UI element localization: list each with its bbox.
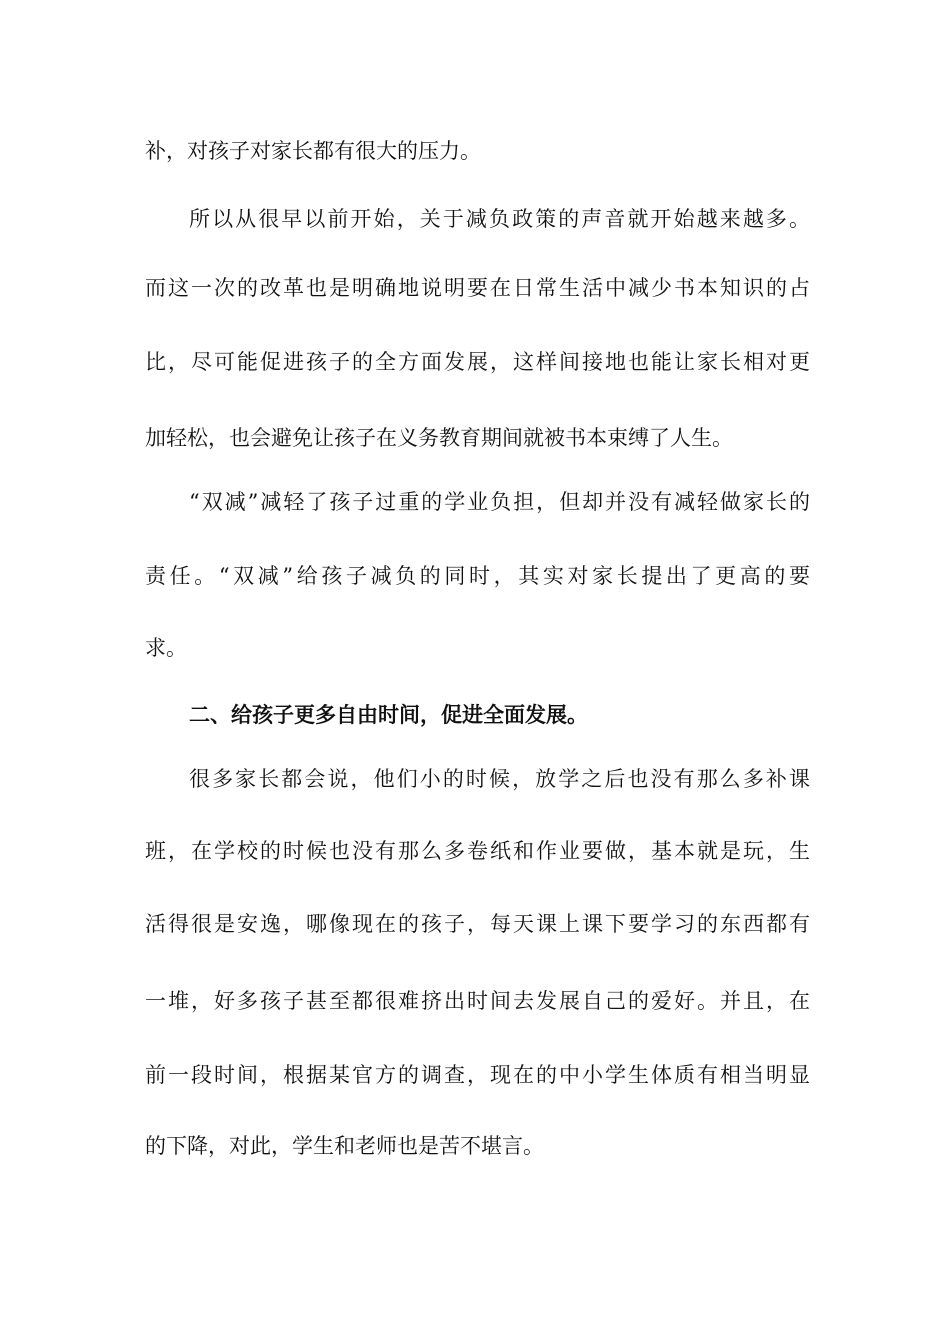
paragraph-line: 所以从很早以前开始，关于减负政策的声音就开始越来越多。 <box>189 207 810 231</box>
paragraph-line: 活得很是安逸，哪像现在的孩子，每天课上课下要学习的东西都有 <box>145 912 810 936</box>
paragraph-line: 班，在学校的时候也没有那么多卷纸和作业要做，基本就是玩，生 <box>145 839 810 863</box>
paragraph-line: 很多家长都会说，他们小的时候，放学之后也没有那么多补课 <box>189 767 810 791</box>
paragraph-line: 责任。“双减”给孩子减负的同时，其实对家长提出了更高的要 <box>145 564 810 588</box>
paragraph-line: 的下降，对此，学生和老师也是苦不堪言。 <box>145 1134 544 1158</box>
paragraph-line: 补，对孩子对家长都有很大的压力。 <box>145 139 481 163</box>
paragraph-line: 前一段时间，根据某官方的调查，现在的中小学生体质有相当明显 <box>145 1063 810 1087</box>
paragraph-line: 而这一次的改革也是明确地说明要在日常生活中减少书本知识的占 <box>145 276 810 300</box>
section-heading: 二、给孩子更多自由时间，促进全面发展。 <box>189 702 588 727</box>
paragraph-line: 求。 <box>145 636 187 660</box>
paragraph-line: “双减”减轻了孩子过重的学业负担，但却并没有减轻做家长的 <box>189 490 810 514</box>
paragraph-line: 一堆，好多孩子甚至都很难挤出时间去发展自己的爱好。并且，在 <box>145 989 810 1013</box>
paragraph-line: 比，尽可能促进孩子的全方面发展，这样间接地也能让家长相对更 <box>145 350 810 374</box>
paragraph-line: 加轻松，也会避免让孩子在义务教育期间就被书本束缚了人生。 <box>145 426 733 450</box>
